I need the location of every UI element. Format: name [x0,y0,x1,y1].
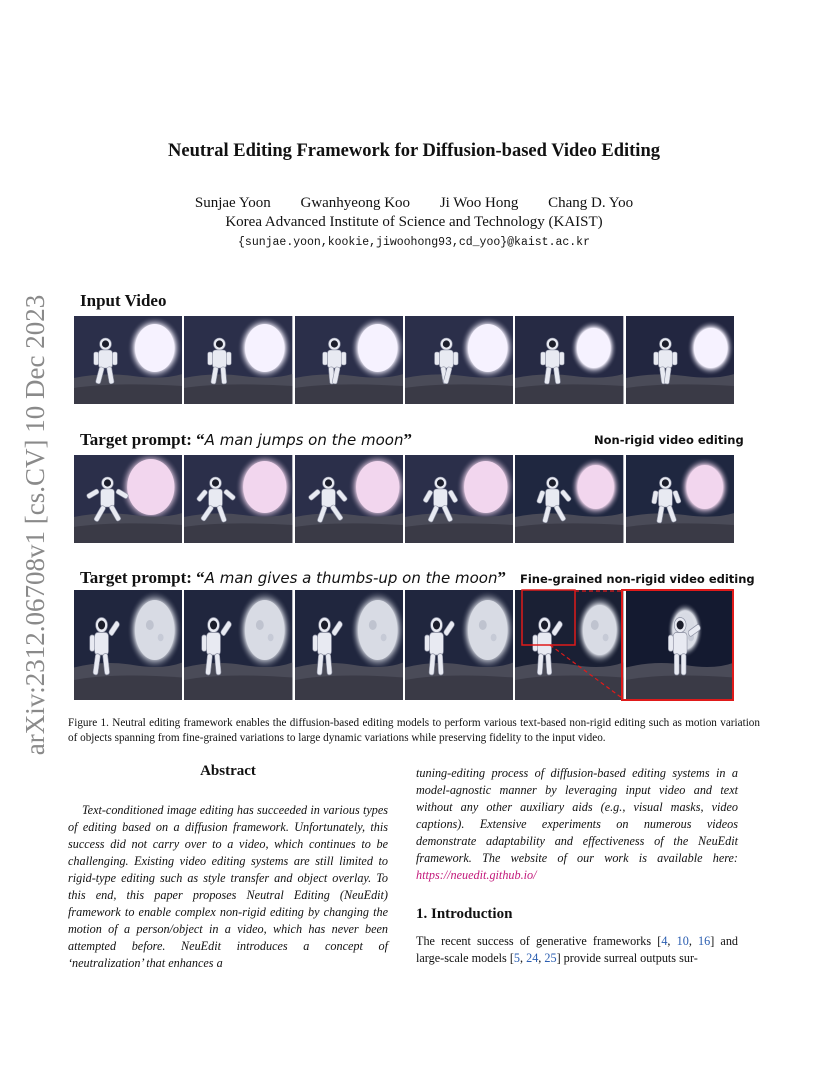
row3-label-prefix: Target prompt: “ [80,568,205,587]
row3-label-suffix: ” [497,568,506,587]
paper-title: Neutral Editing Framework for Diffusion-based Video Editing [168,141,660,161]
citation[interactable]: 5 [513,951,521,965]
intro-text-part: , [667,934,677,948]
video-frame [405,316,513,404]
row1-label: Input Video [80,291,167,310]
edited-video-strip-jump [74,455,734,543]
intro-text-part: , [520,951,527,965]
video-frame [74,455,182,543]
abstract-heading: Abstract [200,763,256,779]
video-frame [295,590,403,700]
row2-tag: Non-rigid video editing [594,433,744,447]
intro-text-part: , [688,934,699,948]
row3-label [80,568,506,588]
video-frame [515,590,623,700]
row3-prompt: A man gives a thumbs-up on the moon [204,569,498,587]
video-frame [405,455,513,543]
arxiv-id: arXiv:2312.06708v1 [cs.CV] 10 Dec 2023 [20,294,50,756]
section-heading-introduction: 1. Introduction [416,906,513,922]
introduction-text [416,933,738,967]
video-frame [295,455,403,543]
citation[interactable]: 25 [544,951,557,965]
video-frame [74,316,182,404]
intro-text-part: The recent success of generative frameworks [ [416,934,662,948]
row2-label-suffix: ” [403,430,412,449]
citation[interactable]: 4 [661,934,668,948]
video-frame [626,316,734,404]
edited-video-strip-thumbsup [74,590,734,700]
abstract-text-right [416,765,738,884]
author: Ji Woo Hong [439,195,519,211]
video-frame [184,455,292,543]
arxiv-stamp [10,285,60,765]
row2-label [80,430,412,450]
video-frame [74,590,182,700]
row2-label-prefix: Target prompt: “ [80,430,205,449]
row2-prompt: A man jumps on the moon [204,431,404,449]
video-frame [405,590,513,700]
author: Gwanhyeong Koo [300,195,411,211]
citation[interactable]: 16 [698,934,711,948]
citation[interactable]: 24 [526,951,539,965]
citation[interactable]: 10 [676,934,689,948]
video-frame [515,455,623,543]
video-frame [626,590,734,700]
video-frame [184,316,292,404]
video-frame [626,455,734,543]
intro-text-part: ] provide surreal outputs sur- [556,951,698,965]
video-frame [184,590,292,700]
input-video-strip [74,316,734,404]
project-website-link[interactable]: https://neuedit.github.io/ [416,868,537,882]
intro-text-part: , [538,951,545,965]
row3-tag: Fine-grained non-rigid video editing [520,572,755,586]
author-list [0,195,828,212]
video-frame [295,316,403,404]
video-frame [515,316,623,404]
author: Chang D. Yoo [548,195,634,211]
figure-caption: Figure 1. Neutral editing framework enables the diffusion-based editing models to perform various text-based non-rigid editing such as motion variation of objects spanning from fine-grained variations to large dynamic variations while preserving fidelity to the input video. [68,717,760,744]
intro-text-part: ] and large-scale models [ [416,934,739,965]
author: Sunjae Yoon [194,195,271,211]
author-emails: {sunjae.yoon,kookie,jiwoohong93,cd_yoo}@kaist.ac.kr [238,236,590,249]
affiliation: Korea Advanced Institute of Science and Technology (KAIST) [225,214,603,230]
abstract-text-right-body: tuning-editing process of diffusion-based editing systems in a model-agnostic manner by leveraging input video and text without any other auxiliary aids (e.g., visual masks, video captions). Extensive experiments on numerous videos demonstrate adaptability and effectiveness of the NeuEdit framework. The website of our work is available here: [416,766,738,865]
abstract-text-left: Text-conditioned image editing has succeeded in various types of editing based on a diffusion framework. Unfortunately, this success did not carry over to a video, which continues to be challenging. Existing video editing systems are still limited to rigid-type editing such as style transfer and object overlay. To this end, this paper proposes Neutral Editing (NeuEdit) framework to enable complex non-rigid editing by changing the motion of a person/object in a video, which has never been attempted before. NeuEdit introduces a concept of ‘neutralization’ that enhances a [68,803,388,970]
